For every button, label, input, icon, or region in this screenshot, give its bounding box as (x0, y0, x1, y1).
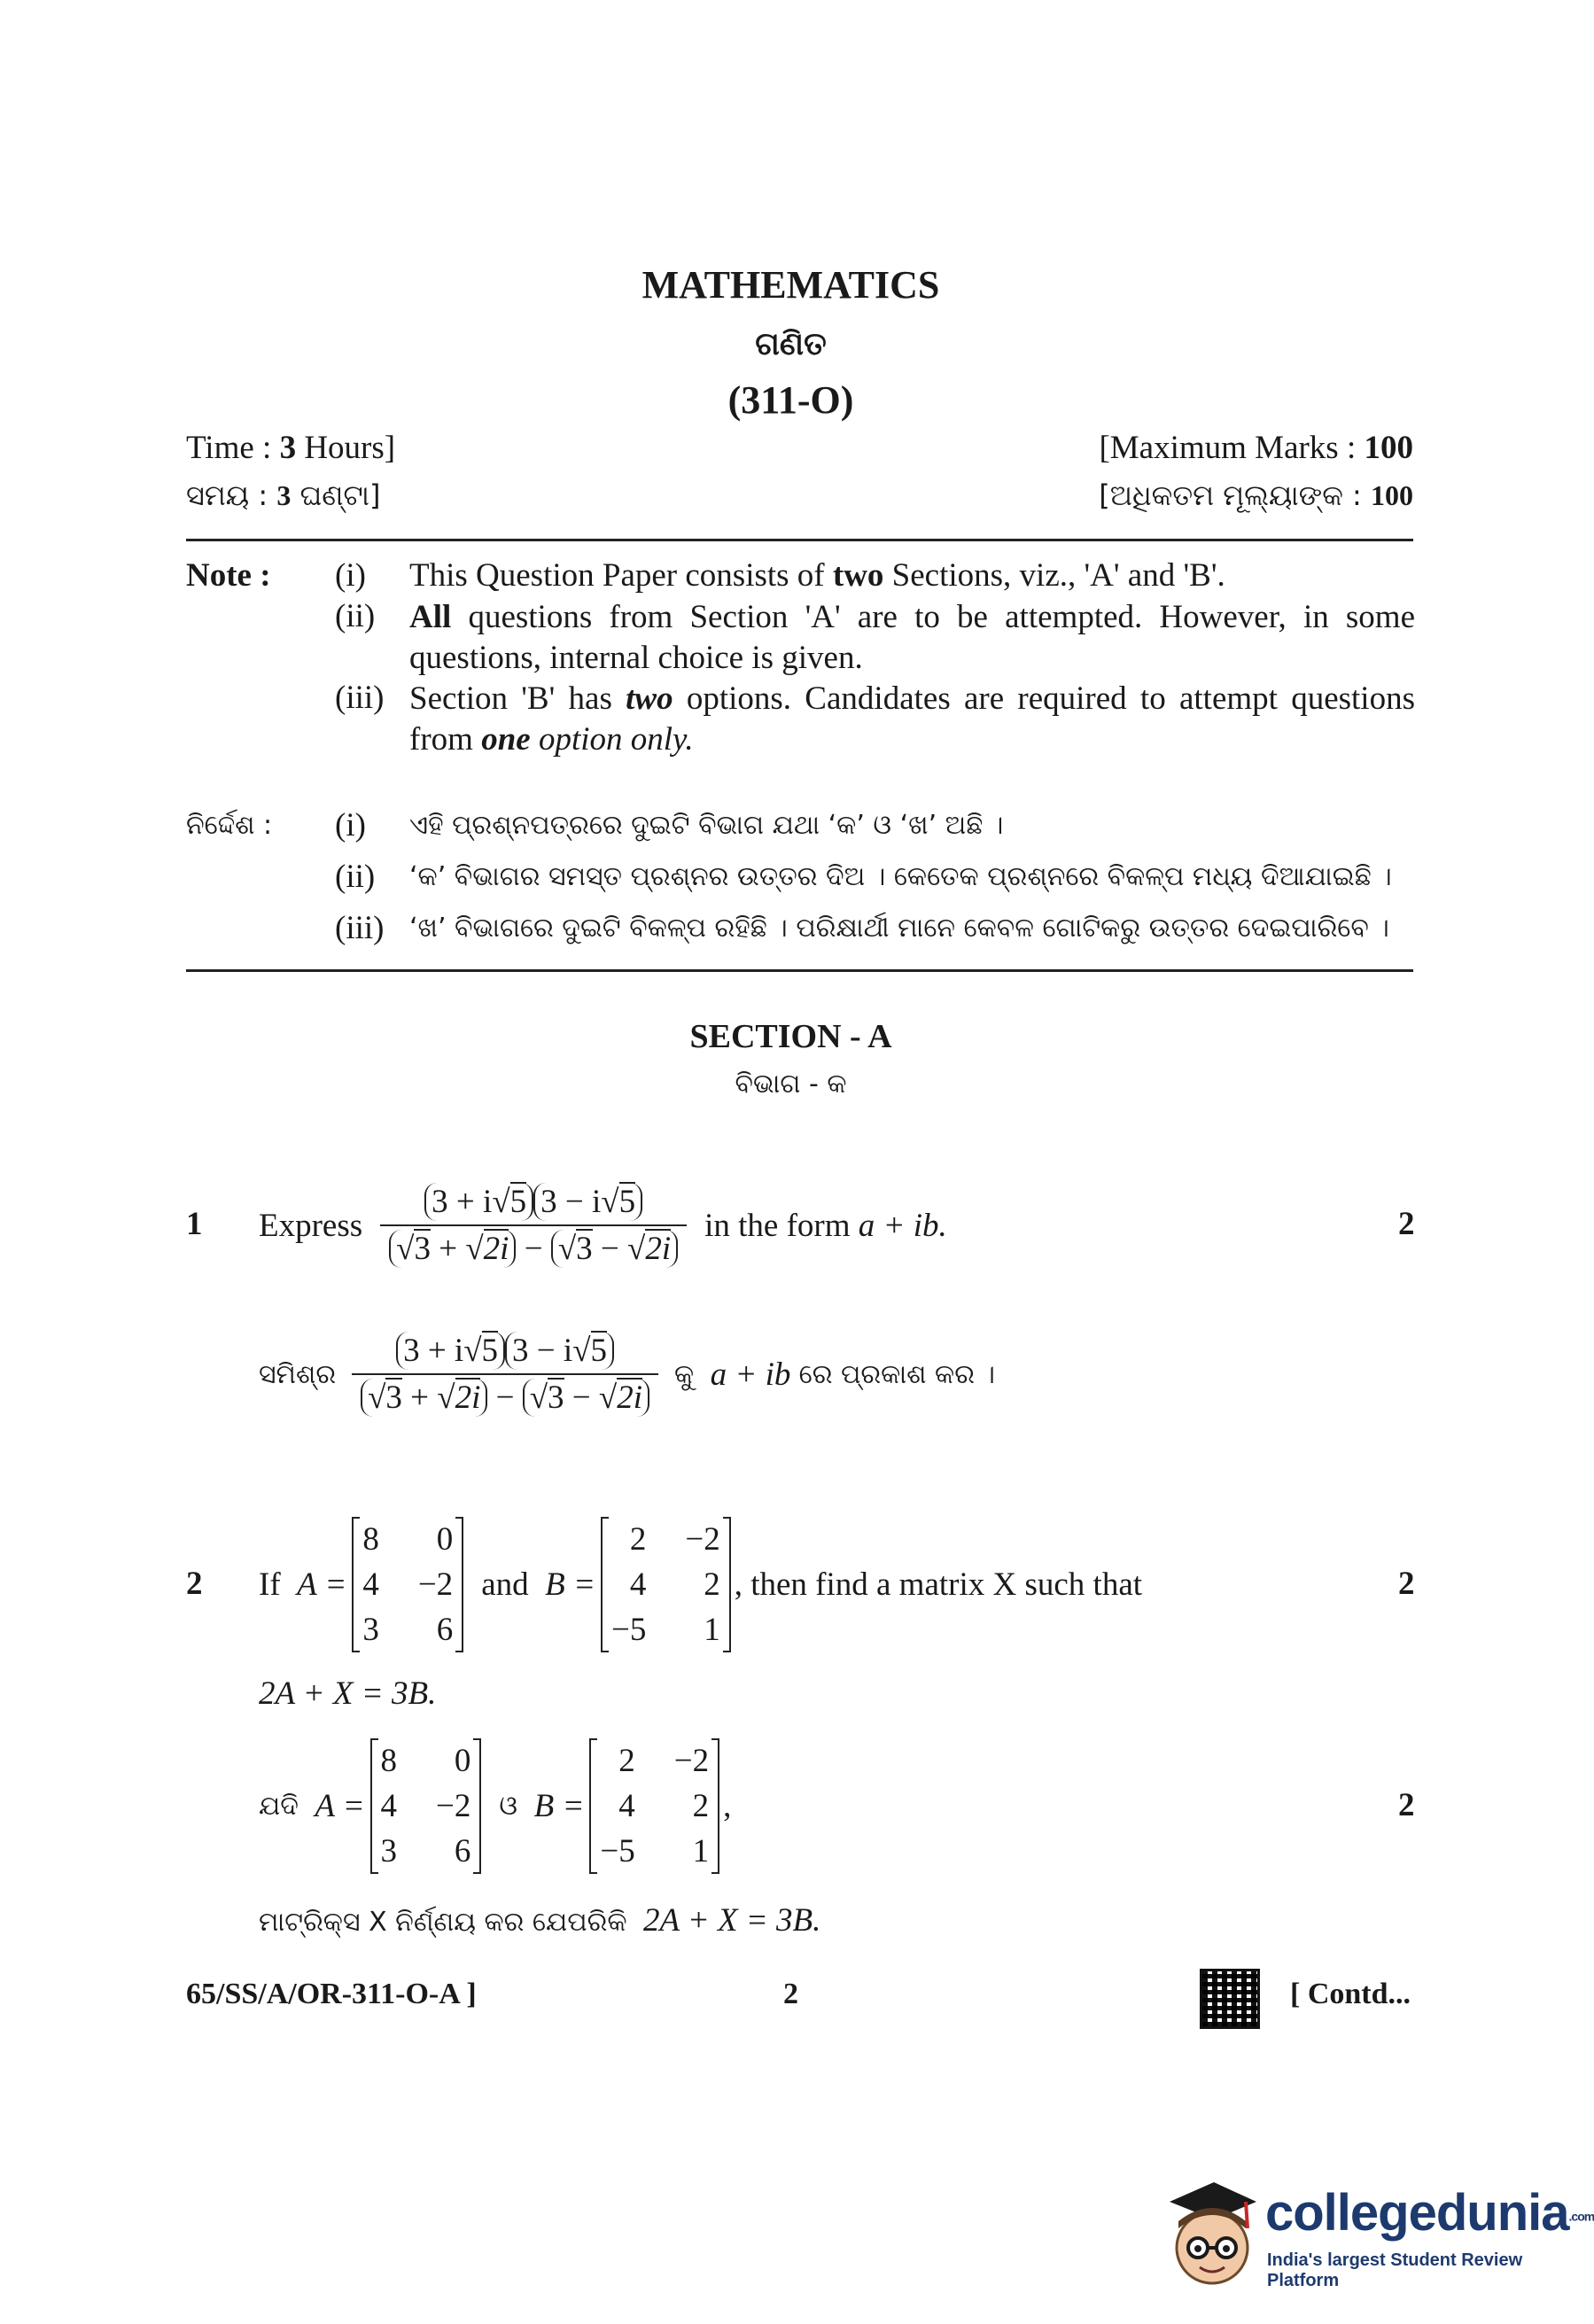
max-marks-line-odia: [ଅଧିକତମ ମୂଲ୍ୟାଙ୍କ : 100 (1099, 478, 1413, 512)
question-2-equation: 2A + X = 3B. (259, 1675, 437, 1712)
note-odia-item-2: ‘କ’ ବିଭାଗର ସମସ୍ତ ପ୍ରଶ୍ନର ଉତ୍ତର ଦିଅ । କେତେକ ପ୍ରଶ୍ନରେ ବିକଳ୍ପ ମଧ୍ୟ ଦିଆଯାଇଛି । (409, 861, 1392, 892)
page-title-odia: ଗଣିତ (755, 326, 827, 362)
question-marks-1: 2 (1398, 1206, 1415, 1242)
note-item-3: Section 'B' has two options. Candidates are required to attempt questions from one option only. (409, 680, 1415, 758)
note-num-1: (i) (335, 557, 366, 594)
matrix-a: 8 0 4 −2 3 6 (352, 1517, 463, 1652)
continued-label: [ Contd... (1290, 1978, 1411, 2010)
matrix-b: 2 −2 4 2 −5 1 (601, 1517, 731, 1652)
question-1-odia: ସମିଶ୍ର $\frac{3 + i√5 3 - i√5}{√3 + √2i - √3 - √2i}$ କୁ a + ib ରେ ପ୍ରକାଶ କର । (259, 1333, 995, 1416)
section-title: SECTION - A (689, 1018, 892, 1055)
question-number-1: 1 (186, 1206, 203, 1242)
matrix-b-odia: 2 −2 4 2 −5 1 (589, 1738, 719, 1874)
paper-reference: 65/SS/A/OR-311-O-A ] (186, 1978, 477, 2010)
question-1: Express $\frac{3 + i√5 3 - i√5}{√3 + √2i - √3 - √2i}$ in the form a + ib. (259, 1184, 947, 1267)
page-number: 2 (783, 1978, 798, 2010)
mascot-logo-icon (1161, 2175, 1258, 2290)
question-2-odia: ଯଦି A = 8 0 4 −2 3 6 ଓ B = 2 −2 4 2 −5 1 , (259, 1735, 731, 1877)
time-line-odia: ସମୟ : 3 ଘଣ୍ଟା] (186, 478, 381, 512)
note-item-2: All questions from Section 'A' are to be attempted. However, in some questions, internal choice is given. (409, 599, 1415, 676)
qr-code-icon (1200, 1969, 1260, 2029)
complex-fraction-odia: $\frac{3 + i√5 3 - i√5}{√3 + √2i - √3 - √2i}$ (352, 1332, 658, 1417)
note-num-2: (ii) (335, 598, 376, 634)
page-title: MATHEMATICS (641, 263, 940, 307)
max-marks-line: [Maximum Marks : 100 (1099, 430, 1413, 466)
time-line: Time : 3 Hours] (186, 430, 396, 466)
brand-tagline: India's largest Student Review Platform (1267, 2250, 1523, 2290)
note-odia-num-1: (i) (335, 807, 366, 843)
question-2-odia-line: ମାଟ୍ରିକ୍ସ X ନିର୍ଣ୍ଣୟ କର ଯେପରିକି 2A + X = 3B. (259, 1902, 821, 1939)
note-odia-num-3: (iii) (335, 910, 385, 946)
question-marks-2-odia: 2 (1398, 1787, 1415, 1823)
brand-name: collegedunia.com (1265, 2184, 1594, 2242)
note-odia-num-2: (ii) (335, 859, 376, 895)
question-2: If A = 8 0 4 −2 3 6 and B = 2 −2 4 2 −5 1 , then find a matrix X such that (259, 1513, 1142, 1655)
divider (186, 539, 1413, 541)
note-odia-item-1: ଏହି ପ୍ରଶ୍ନପତ୍ରରେ ଦୁଇଟି ବିଭାଗ ଯଥା ‘କ’ ଓ ‘ଖ’ ଅଛି । (409, 810, 1004, 841)
complex-fraction: $\frac{3 + i√5 3 - i√5}{√3 + √2i - √3 - √2i}$ (380, 1183, 687, 1268)
note-label-odia: ନିର୍ଦ୍ଦେଶ : (186, 810, 273, 841)
question-number-2: 2 (186, 1566, 203, 1602)
note-label: Note : (186, 557, 271, 594)
note-odia-item-3: ‘ଖ’ ବିଭାଗରେ ଦୁଇଟି ବିକଳ୍ପ ରହିଛି । ପରିକ୍ଷାର୍ଥୀ ମାନେ କେବଳ ଗୋଟିକରୁ ଉତ୍ତର ଦେଇପାରିବେ । (409, 913, 1389, 944)
section-title-odia: ବିଭାଗ - କ (735, 1069, 847, 1100)
note-item-1: This Question Paper consists of two Sections, viz., 'A' and 'B'. (409, 557, 1225, 594)
paper-code: (311-O) (727, 378, 854, 422)
note-num-3: (iii) (335, 680, 385, 716)
question-marks-2: 2 (1398, 1566, 1415, 1602)
divider (186, 969, 1413, 972)
matrix-a-odia: 8 0 4 −2 3 6 (370, 1738, 482, 1874)
